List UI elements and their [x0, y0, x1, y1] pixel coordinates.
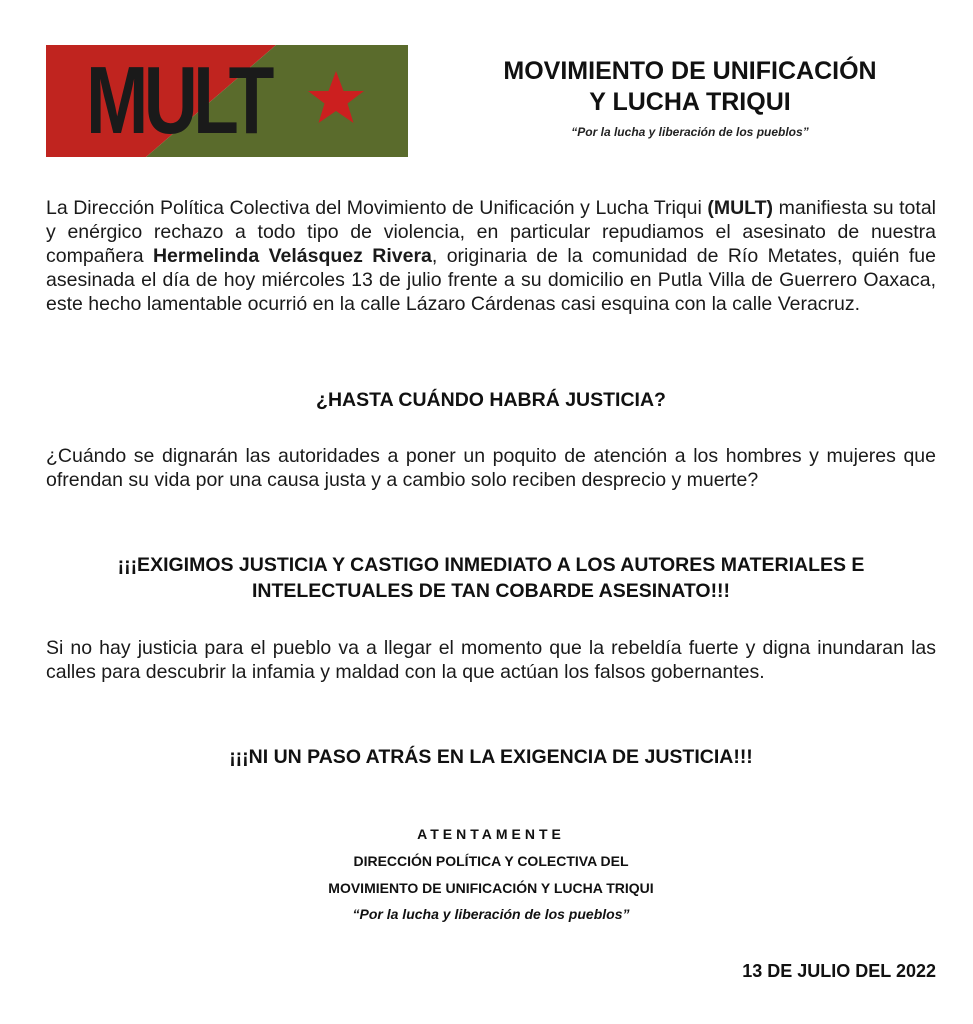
mult-logo — [46, 45, 408, 157]
p1-text-c: manifiesta su total y enérgico rechazo a todo tipo de violencia, en particular repudiamos el asesinato de nuestra compañera — [46, 197, 936, 267]
p1-text-a: La Dirección Política Colectiva del Movimiento de Unificación y Lucha Triqui — [46, 197, 708, 219]
logo-text: MULT — [86, 47, 270, 154]
heading-slogan: ¡¡¡NI UN PASO ATRÁS EN LA EXIGENCIA DE JUSTICIA!!! — [229, 746, 753, 768]
signature-line-1: DIRECCIÓN POLÍTICA Y COLECTIVA DEL — [353, 853, 629, 869]
paragraph-warning: Si no hay justicia para el pueblo va a llegar el momento que la rebeldía fuerte y digna inundaran las calles para descubrir la infamia y maldad con la que actúan los falsos gobernantes. — [46, 637, 936, 683]
heading-demand-line-2: INTELECTUALES DE TAN COBARDE ASESINATO!!! — [251, 580, 731, 602]
p1-org-acronym: (MULT) — [707, 197, 774, 219]
signature-motto: “Por la lucha y liberación de los pueblos” — [352, 906, 630, 922]
heading-question: ¿HASTA CUÁNDO HABRÁ JUSTICIA? — [316, 389, 666, 411]
organization-title — [440, 56, 940, 118]
title-line-2: Y LUCHA TRIQUI — [589, 88, 791, 116]
signature-line-2: MOVIMIENTO DE UNIFICACIÓN Y LUCHA TRIQUI — [328, 880, 654, 896]
heading-demand — [46, 552, 936, 604]
signature-atentamente: ATENTAMENTE — [417, 826, 565, 842]
p1-victim-name: Hermelinda Velásquez Rivera — [152, 245, 432, 267]
paragraph-question: ¿Cuándo se dignarán las autoridades a poner un poquito de atención a los hombres y mujeres que ofrendan su vida por una causa justa y a cambio solo reciben desprecio y muerte? — [46, 445, 936, 491]
title-line-1: MOVIMIENTO DE UNIFICACIÓN — [503, 57, 877, 85]
heading-demand-line-1: ¡¡¡EXIGIMOS JUSTICIA Y CASTIGO INMEDIATO A LOS AUTORES MATERIALES E — [117, 554, 865, 576]
header-motto: “Por la lucha y liberación de los pueblos” — [571, 125, 809, 139]
p1-text-e: , originaria de la comunidad de Río Metates, quién fue asesinada el día de hoy miércoles 13 de julio frente a su domicilio en Putla Villa de Guerrero Oaxaca, este hecho lamentable ocurrió en la calle Lázaro Cárdenas casi esquina con la calle Veracruz. — [46, 245, 936, 315]
document-date: 13 DE JULIO DEL 2022 — [742, 961, 936, 981]
paragraph-statement — [46, 196, 936, 316]
